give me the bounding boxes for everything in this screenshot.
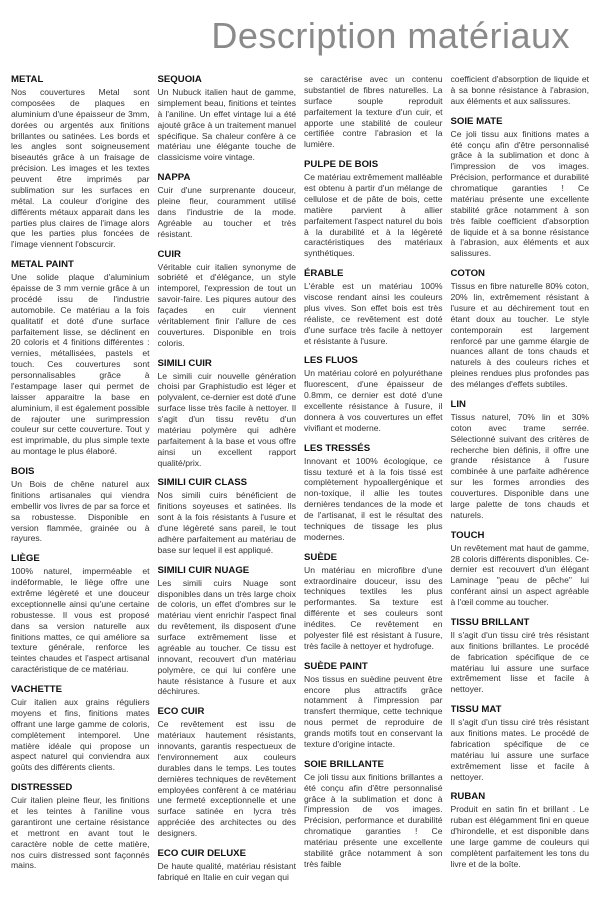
material-heading: BOIS — [11, 466, 35, 477]
material-heading: SIMILI CUIR — [157, 357, 212, 369]
material-description: 100% naturel, imperméable et indéformable, le liège offre une extrême légèreté et une douceur exceptionnelle ainsi qu'une certaine robustesse. Il vous est proposé dans sa version naturelle aux finitions mattes, ce qui améliore sa texture générale, renforce les teintes chaudes et l'aspect artisanal caractéristique de ce matériau. — [11, 566, 150, 675]
material-section — [304, 268, 443, 346]
material-description: Un revêtement mat haut de gamme, 28 coloris différents disponibles. Ce-dernier est recouvert d'un élégant Laminage "peau de pêche" lui conférant ainsi un aspect agréable à l'œil comme au toucher. — [450, 542, 589, 607]
material-heading: SOIE MATE — [450, 115, 503, 127]
material-description: Ce matériau extrêmement malléable est obtenu à partir d'un mélange de cellulose et de pâte de bois, cette matière parvient à allier parfaitement l'aspect naturel du bois à la durabilité et à la légèreté caractéristiques des matériaux synthétiques. — [304, 172, 443, 259]
material-description: Un matériau coloré en polyuréthane fluorescent, d'une épaisseur de 0.8mm, ce dernier est doté d'une excellente résistance à l'usure, il donnera à vos couvertures un effet vivifiant et moderne. — [304, 368, 443, 433]
material-section — [11, 74, 150, 250]
material-section — [11, 466, 150, 544]
material-section — [304, 443, 443, 543]
material-description: Un Bois de chêne naturel aux finitions artisanales qui viendra embellir vos livres de par sa force et sa robustesse. Disponible en version flammée, grainée ou à rayures. — [11, 479, 150, 544]
column-4 — [451, 74, 590, 894]
material-section — [11, 782, 150, 871]
column-1 — [11, 74, 150, 894]
material-heading: SIMILI CUIR NUAGE — [157, 564, 250, 576]
material-description: De haute qualité, matériau résistant fabriqué en Italie en cuir vegan qui — [157, 860, 296, 882]
column-2 — [158, 74, 297, 894]
material-description: Une solide plaque d'aluminium épaisse de 3 mm vernie grâce à un procédé issu de l'industrie automobile. Ce matériau a la fois qualitatif et doté d'une surface parfaitement lisse, se déclinent en 20 coloris et 4 finitions différentes : vernies, métallisées, pastels et touch. Ces couvertures sont personnalisables grâce à l'estampage laser qui permet de laisser apparaitre la base en aluminium, il est également possible de rajouter une surimpression couleur sur cette couverture. Tout y est imprimable, du plus simple texte au montage le plus élaboré. — [11, 272, 150, 457]
material-section — [451, 791, 590, 869]
material-section — [158, 74, 297, 163]
material-columns — [11, 74, 589, 894]
material-section — [451, 617, 590, 695]
material-description: Nos tissus en suèdine peuvent être encore plus attractifs grâce notamment à l'impression par transfert thermique, cette technique nous permet de reproduire de grands motifs tout en conservant la texture d'origine intacte. — [304, 673, 443, 749]
material-section — [11, 684, 150, 773]
material-heading: LIN — [450, 398, 466, 410]
material-description: Tissus en fibre naturelle 80% coton, 20% lin, extrêmement résistant à l'usure et au déchirement tout en étant doux au toucher. Le style contemporain est largement renforcé par une gamme élargie de nuances allant de tons chauds et naturels à des couleurs riches et pleines rendues plus profondes pas des mélanges d'effets subtiles. — [450, 281, 589, 389]
material-section — [158, 249, 297, 349]
material-description: Tissus naturel, 70% lin et 30% coton avec trame serrée. Sélectionné suivant des critères de recherche bien définis, il offre une grande résistance à l'usure combinée à une parfaite adhérence sur les formes arrondies des couvertures. Disponible dans une large palette de tons chauds et naturels. — [450, 411, 589, 520]
material-description: Un Nubuck italien haut de gamme, simplement beau, finitions et teintes à l'aniline. Un effet vintage lui a été ajouté grâce à un traitement manuel spécifique. Sa chaleur confère à ce matériau une élégante touche de classicisme voire vintage. — [157, 87, 296, 163]
page-title: Description matériaux — [211, 15, 570, 56]
material-heading: LES TRESSÉS — [304, 442, 371, 454]
material-heading: RUBAN — [450, 791, 486, 803]
material-heading: ECO CUIR DELUXE — [157, 847, 246, 859]
material-heading: SEQUOIA — [157, 74, 202, 85]
material-heading: SIMILI CUIR CLASS — [157, 477, 248, 489]
material-heading: VACHETTE — [11, 684, 62, 695]
material-section — [451, 530, 590, 608]
material-section — [304, 355, 443, 433]
material-section — [451, 74, 590, 107]
material-heading: DISTRESSED — [11, 782, 73, 794]
material-description: Véritable cuir italien synonyme de sobriété et d'élégance, un style intemporel, l'expression de tout un savoir-faire. Les piqures autour des façades en cuir viennent véritablement finir l'allure de ces couvertures. Disponible en trois coloris. — [157, 261, 296, 348]
material-heading: TISSU BRILLANT — [450, 616, 530, 628]
material-section — [158, 172, 297, 239]
material-section — [158, 358, 297, 469]
material-description: Cuir italien aux grains réguliers moyens et fins, finitions mates offrant une large gamme de coloris, complètement intemporel. Une matière idéale qui propose un aspect naturel qui conviendra aux goûts des différents clients. — [11, 697, 150, 773]
material-heading: LIÈGE — [11, 553, 40, 565]
material-heading: TISSU MAT — [450, 704, 502, 716]
material-section — [158, 848, 297, 883]
material-section — [158, 706, 297, 839]
material-description: Le simili cuir nouvelle génération choisi par Graphistudio est léger et polyvalent, ce-dernier est doté d'une surface lisse très facile à nettoyer. Il s'agit d'un tissu revêtu d'un matériau polymère qui adhère parfaitement à la base et vous offre ainsi un excellent rapport qualité/prix. — [157, 370, 296, 468]
material-section — [304, 661, 443, 750]
material-description: coefficient d'absorption de liquide et à sa bonne résistance à l'abrasion, aux éléments et aux salissures. — [450, 74, 589, 106]
material-description: Ce joli tissu aux finitions brillantes a été conçu afin d'être personnalisé grâce à la sublimation et donc à l'impression de vos images. Précision, performance et durabilité chromatique garanties ! Ce matériau présente une excellente stabilité grâce notamment à son très faible — [304, 771, 443, 869]
material-section — [158, 477, 297, 555]
material-section — [304, 759, 443, 870]
material-heading: SUÈDE PAINT — [304, 660, 368, 672]
material-description: Nos couvertures Metal sont composées de plaques en aluminium d'une épaisseur de 3mm, dorées ou argentés aux finitions brillantes ou satinées. Les bords et les angles sont soigneusement biseautés grâce à un fraisage de précision. Les images et les textes peuvent être imprimés par sublimation sur les surfaces en métal. La couleur d'origine des différents métaux apparait dans les parties plus claires de l'image alors que les parties plus foncées de l'image viennent l'obscurcir. — [11, 87, 150, 250]
material-description: Les simili cuirs Nuage sont disponibles dans un très large choix de coloris, un effet d'ombres sur le matériau vient enrichir l'aspect final du revêtement, ils disposent d'une surface extrêmement lisse et agréable au toucher. Ce tissu est innovant, recouvert d'un matériau polymère, ce qui lui confère une haute résistance à l'usure et aux déchirures. — [157, 577, 296, 697]
material-section — [11, 259, 150, 457]
material-section — [451, 704, 590, 782]
column-3 — [304, 74, 443, 894]
material-description: Nos simili cuirs bénéficient de finitions soyeuses et satinées. Ils sont à la fois résistants à l'usure et d'une légèreté sans pareil, le tout adhère parfaitement au matériau de base sur lequel il est appliqué. — [157, 490, 296, 555]
material-description: Il s'agit d'un tissu ciré très résistant aux finitions brillantes. Le procédé de fabrication spécifique de ce matériau lui assure une surface extrêmement lisse et facile à nettoyer. — [450, 629, 589, 695]
material-heading: METAL — [11, 74, 44, 85]
material-heading: NAPPA — [157, 172, 191, 184]
material-section — [451, 116, 590, 260]
material-description: Produit en satin fin et brillant . Le ruban est élégamment fini en queue d'hirondelle, et est disponible dans une large gamme de couleurs qui complètent parfaitement les tons du livre et de la boîte. — [450, 804, 589, 869]
material-heading: ECO CUIR — [157, 706, 205, 718]
material-heading: SUÈDE — [304, 551, 338, 563]
material-description: Cuir italien pleine fleur, les finitions et les teintes à l'aniline vous garantiront une certaine résistance et mettront en avant tout le caractère noble de cette matière, nos cuirs distressed sont façonnés mains. — [11, 795, 150, 871]
material-section — [158, 565, 297, 698]
material-heading: LES FLUOS — [304, 355, 358, 367]
material-description: L'érable est un matériau 100% viscose rendant ainsi les couleurs plus vives. Son effet bois est très réaliste, ce revêtement est doté d'une surface très facile à nettoyer et résistante à l'usure. — [304, 281, 443, 346]
material-section — [304, 552, 443, 652]
material-heading: ÉRABLE — [304, 268, 344, 280]
material-section — [304, 159, 443, 259]
material-heading: SOIE BRILLANTE — [304, 758, 384, 770]
material-description: Cuir d'une surprenante douceur, pleine fleur, couramment utilisé dans l'industrie de la mode. Agréable au toucher et très résistant. — [157, 185, 296, 239]
material-description: Ce joli tissu aux finitions mates a été conçu afin d'être personnalisé grâce à la sublimation et donc à l'impression de vos images. Précision, performance et durabilité chromatique garanties ! Ce matériau présente une excellente stabilité grâce notamment à son très faible coefficient d'absorption de liquide et à sa bonne résistance à l'abrasion, aux éléments et aux salissures. — [450, 128, 589, 259]
material-description: Ce revêtement est issu de matériaux hautement résistants, innovants, garantis respectueux de l'environnement aux couleurs durables dans le temps. Les toutes dernières techniques de revêtement employées confèrent à ce matériau une fermeté exceptionnelle et une surface satinée en lycra très appréciée des architectes ou des designers. — [157, 719, 296, 838]
material-description: se caractérise avec un contenu substantiel de fibres naturelles. La surface souple reproduit parfaitement la texture d'un cuir, et apporte une stabilité de couleur certifiée contre l'abrasion et la lumière. — [304, 74, 443, 150]
material-description: Innovant et 100% écologique, ce tissu texturé et à la fois tissé est complètement hypoallergénique et non-toxique, il allie les toutes dernières tendances de la mode et de l'artisanat, il est le résultat des techniques de tissage les plus modernes. — [304, 455, 443, 542]
material-section — [451, 399, 590, 521]
material-heading: METAL PAINT — [11, 259, 74, 271]
material-description: Il s'agit d'un tissu ciré très résistant aux finitions mates. Le procédé de fabrication spécifique de ce matériau lui assure une surface extrêmement lisse et facile à nettoyer. — [450, 717, 589, 782]
material-heading: CUIR — [157, 248, 181, 260]
material-description: Un matériau en microfibre d'une extraordinaire douceur, issu des techniques textiles les plus performantes. Sa texture est différente et ses couleurs sont inédites. Ce revêtement en polyester filé est résistant à l'usure, très facile à nettoyer et hydrofuge. — [304, 564, 443, 651]
material-heading: PULPE DE BOIS — [304, 159, 379, 171]
material-heading: COTON — [450, 268, 485, 280]
material-section — [451, 268, 590, 390]
material-section — [304, 74, 443, 150]
material-section — [11, 553, 150, 675]
material-heading: TOUCH — [450, 529, 485, 541]
